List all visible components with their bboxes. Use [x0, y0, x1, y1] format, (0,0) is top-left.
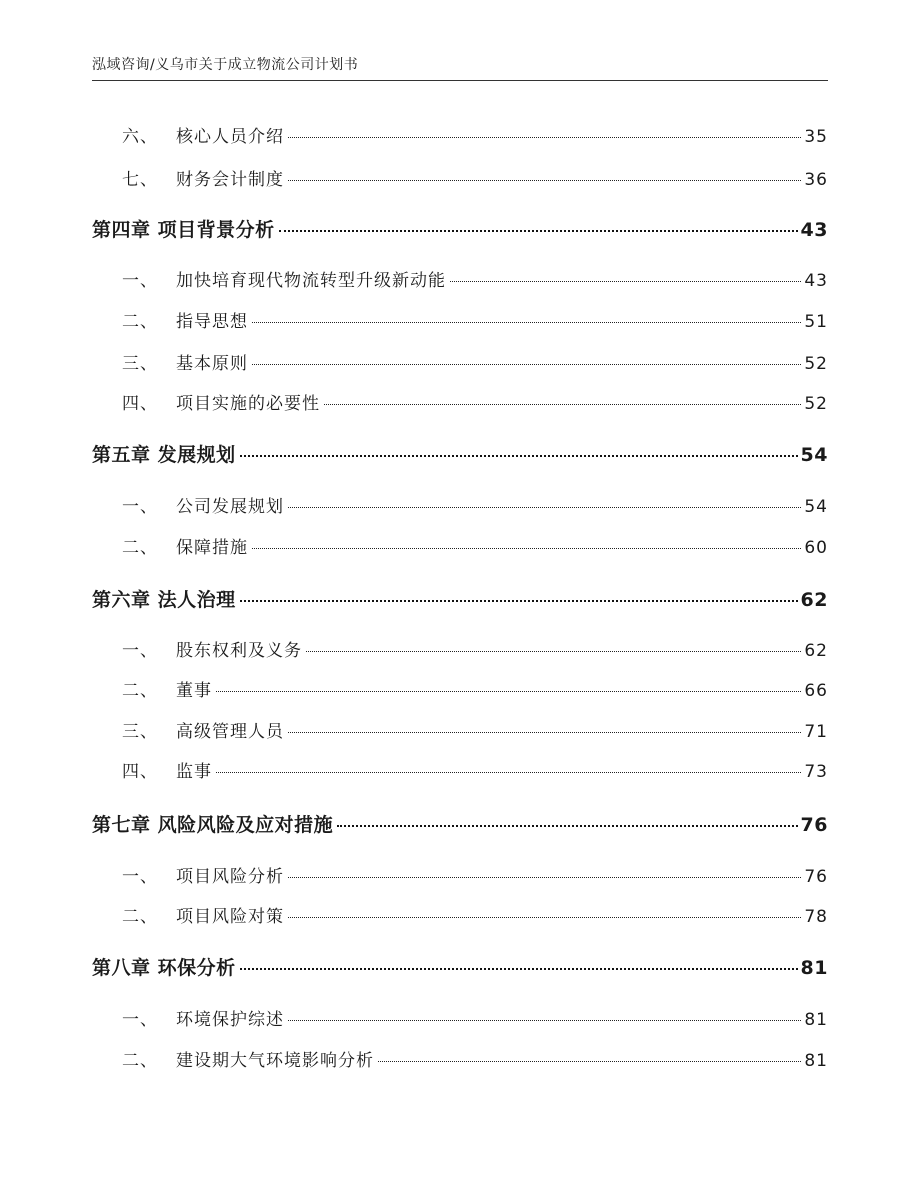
dot-leader [288, 917, 801, 918]
toc-entry-marker: 一、 [122, 271, 158, 291]
dot-leader [279, 230, 798, 232]
toc-page-number: 52 [804, 354, 828, 374]
toc-entry-title: 项目风险对策 [176, 907, 284, 927]
toc-entry-title: 环境保护综述 [176, 1010, 284, 1030]
toc-page-number: 35 [804, 127, 828, 147]
dot-leader [288, 732, 801, 733]
toc-page-number: 54 [804, 497, 828, 517]
toc-page-number: 62 [804, 641, 828, 661]
toc-chapter-entry[interactable] [92, 440, 828, 467]
page-header [92, 50, 828, 81]
toc-section-entry[interactable] [92, 349, 828, 374]
dot-leader [252, 548, 801, 549]
toc-chapter-entry[interactable] [92, 585, 828, 612]
toc-section-entry[interactable] [92, 122, 828, 147]
dot-leader [288, 1020, 801, 1021]
dot-leader [288, 507, 801, 508]
dot-leader [216, 691, 801, 692]
dot-leader [288, 180, 801, 181]
toc-entry-title: 第六章 法人治理 [92, 589, 236, 611]
toc-entry-marker: 四、 [122, 762, 158, 782]
toc-entry-title: 基本原则 [176, 354, 248, 374]
toc-page-number: 81 [804, 1051, 828, 1071]
dot-leader [252, 322, 801, 323]
toc-entry-title: 项目风险分析 [176, 867, 284, 887]
toc-entry-title: 第五章 发展规划 [92, 444, 236, 466]
toc-entry-marker: 六、 [122, 127, 158, 147]
dot-leader [252, 364, 801, 365]
toc-section-entry[interactable] [92, 636, 828, 661]
toc-section-entry[interactable] [92, 862, 828, 887]
toc-page-number: 54 [800, 444, 828, 466]
toc-page-number: 81 [804, 1010, 828, 1030]
toc-page-number: 76 [800, 814, 828, 836]
toc-section-entry[interactable] [92, 307, 828, 332]
toc-section-entry[interactable] [92, 266, 828, 291]
toc-entry-title: 第四章 项目背景分析 [92, 219, 275, 241]
dot-leader [337, 825, 797, 827]
toc-entry-title: 高级管理人员 [176, 722, 284, 742]
dot-leader [378, 1061, 801, 1062]
toc-entry-marker: 一、 [122, 641, 158, 661]
toc-page-number: 52 [804, 394, 828, 414]
toc-section-entry[interactable] [92, 902, 828, 927]
toc-page-number: 78 [804, 907, 828, 927]
toc-entry-marker: 一、 [122, 867, 158, 887]
toc-page-number: 66 [804, 681, 828, 701]
toc-entry-marker: 一、 [122, 1010, 158, 1030]
dot-leader [324, 404, 801, 405]
dot-leader [288, 877, 801, 878]
toc-entry-marker: 七、 [122, 170, 158, 190]
toc-section-entry[interactable] [92, 389, 828, 414]
toc-entry-marker: 二、 [122, 312, 158, 332]
toc-entry-title: 保障措施 [176, 538, 248, 558]
toc-section-entry[interactable] [92, 165, 828, 190]
toc-entry-title: 核心人员介绍 [176, 127, 284, 147]
dot-leader [240, 600, 798, 602]
toc-page-number: 43 [804, 271, 828, 291]
toc-entry-marker: 一、 [122, 497, 158, 517]
toc-page-number: 43 [800, 219, 828, 241]
toc-section-entry[interactable] [92, 757, 828, 782]
toc-entry-title: 建设期大气环境影响分析 [176, 1051, 374, 1071]
dot-leader [240, 968, 798, 970]
dot-leader [450, 281, 801, 282]
dot-leader [306, 651, 801, 652]
toc-entry-title: 第八章 环保分析 [92, 957, 236, 979]
toc-section-entry[interactable] [92, 717, 828, 742]
toc-page-number: 71 [804, 722, 828, 742]
toc-entry-marker: 三、 [122, 354, 158, 374]
toc-entry-title: 股东权利及义务 [176, 641, 302, 661]
toc-page-number: 60 [804, 538, 828, 558]
toc-chapter-entry[interactable] [92, 215, 828, 242]
toc-entry-marker: 二、 [122, 681, 158, 701]
toc-entry-marker: 二、 [122, 538, 158, 558]
toc-page-number: 62 [800, 589, 828, 611]
toc-entry-title: 董事 [176, 681, 212, 701]
toc-chapter-entry[interactable] [92, 810, 828, 837]
toc-entry-marker: 四、 [122, 394, 158, 414]
header-title: 泓域咨询/义乌市关于成立物流公司计划书 [92, 57, 359, 73]
toc-entry-marker: 二、 [122, 907, 158, 927]
toc-section-entry[interactable] [92, 1046, 828, 1071]
toc-page-number: 76 [804, 867, 828, 887]
toc-page-number: 73 [804, 762, 828, 782]
toc-section-entry[interactable] [92, 533, 828, 558]
toc-entry-title: 财务会计制度 [176, 170, 284, 190]
toc-entry-marker: 三、 [122, 722, 158, 742]
dot-leader [240, 455, 798, 457]
dot-leader [288, 137, 801, 138]
toc-entry-title: 加快培育现代物流转型升级新动能 [176, 271, 446, 291]
toc-entry-title: 项目实施的必要性 [176, 394, 320, 414]
toc-entry-title: 公司发展规划 [176, 497, 284, 517]
toc-entry-marker: 二、 [122, 1051, 158, 1071]
toc-page-number: 36 [804, 170, 828, 190]
toc-entry-title: 指导思想 [176, 312, 248, 332]
toc-section-entry[interactable] [92, 492, 828, 517]
dot-leader [216, 772, 801, 773]
toc-section-entry[interactable] [92, 676, 828, 701]
toc-entry-title: 监事 [176, 762, 212, 782]
toc-section-entry[interactable] [92, 1005, 828, 1030]
toc-page-number: 81 [800, 957, 828, 979]
toc-entry-title: 第七章 风险风险及应对措施 [92, 814, 334, 836]
toc-chapter-entry[interactable] [92, 953, 828, 980]
toc-page-number: 51 [804, 312, 828, 332]
